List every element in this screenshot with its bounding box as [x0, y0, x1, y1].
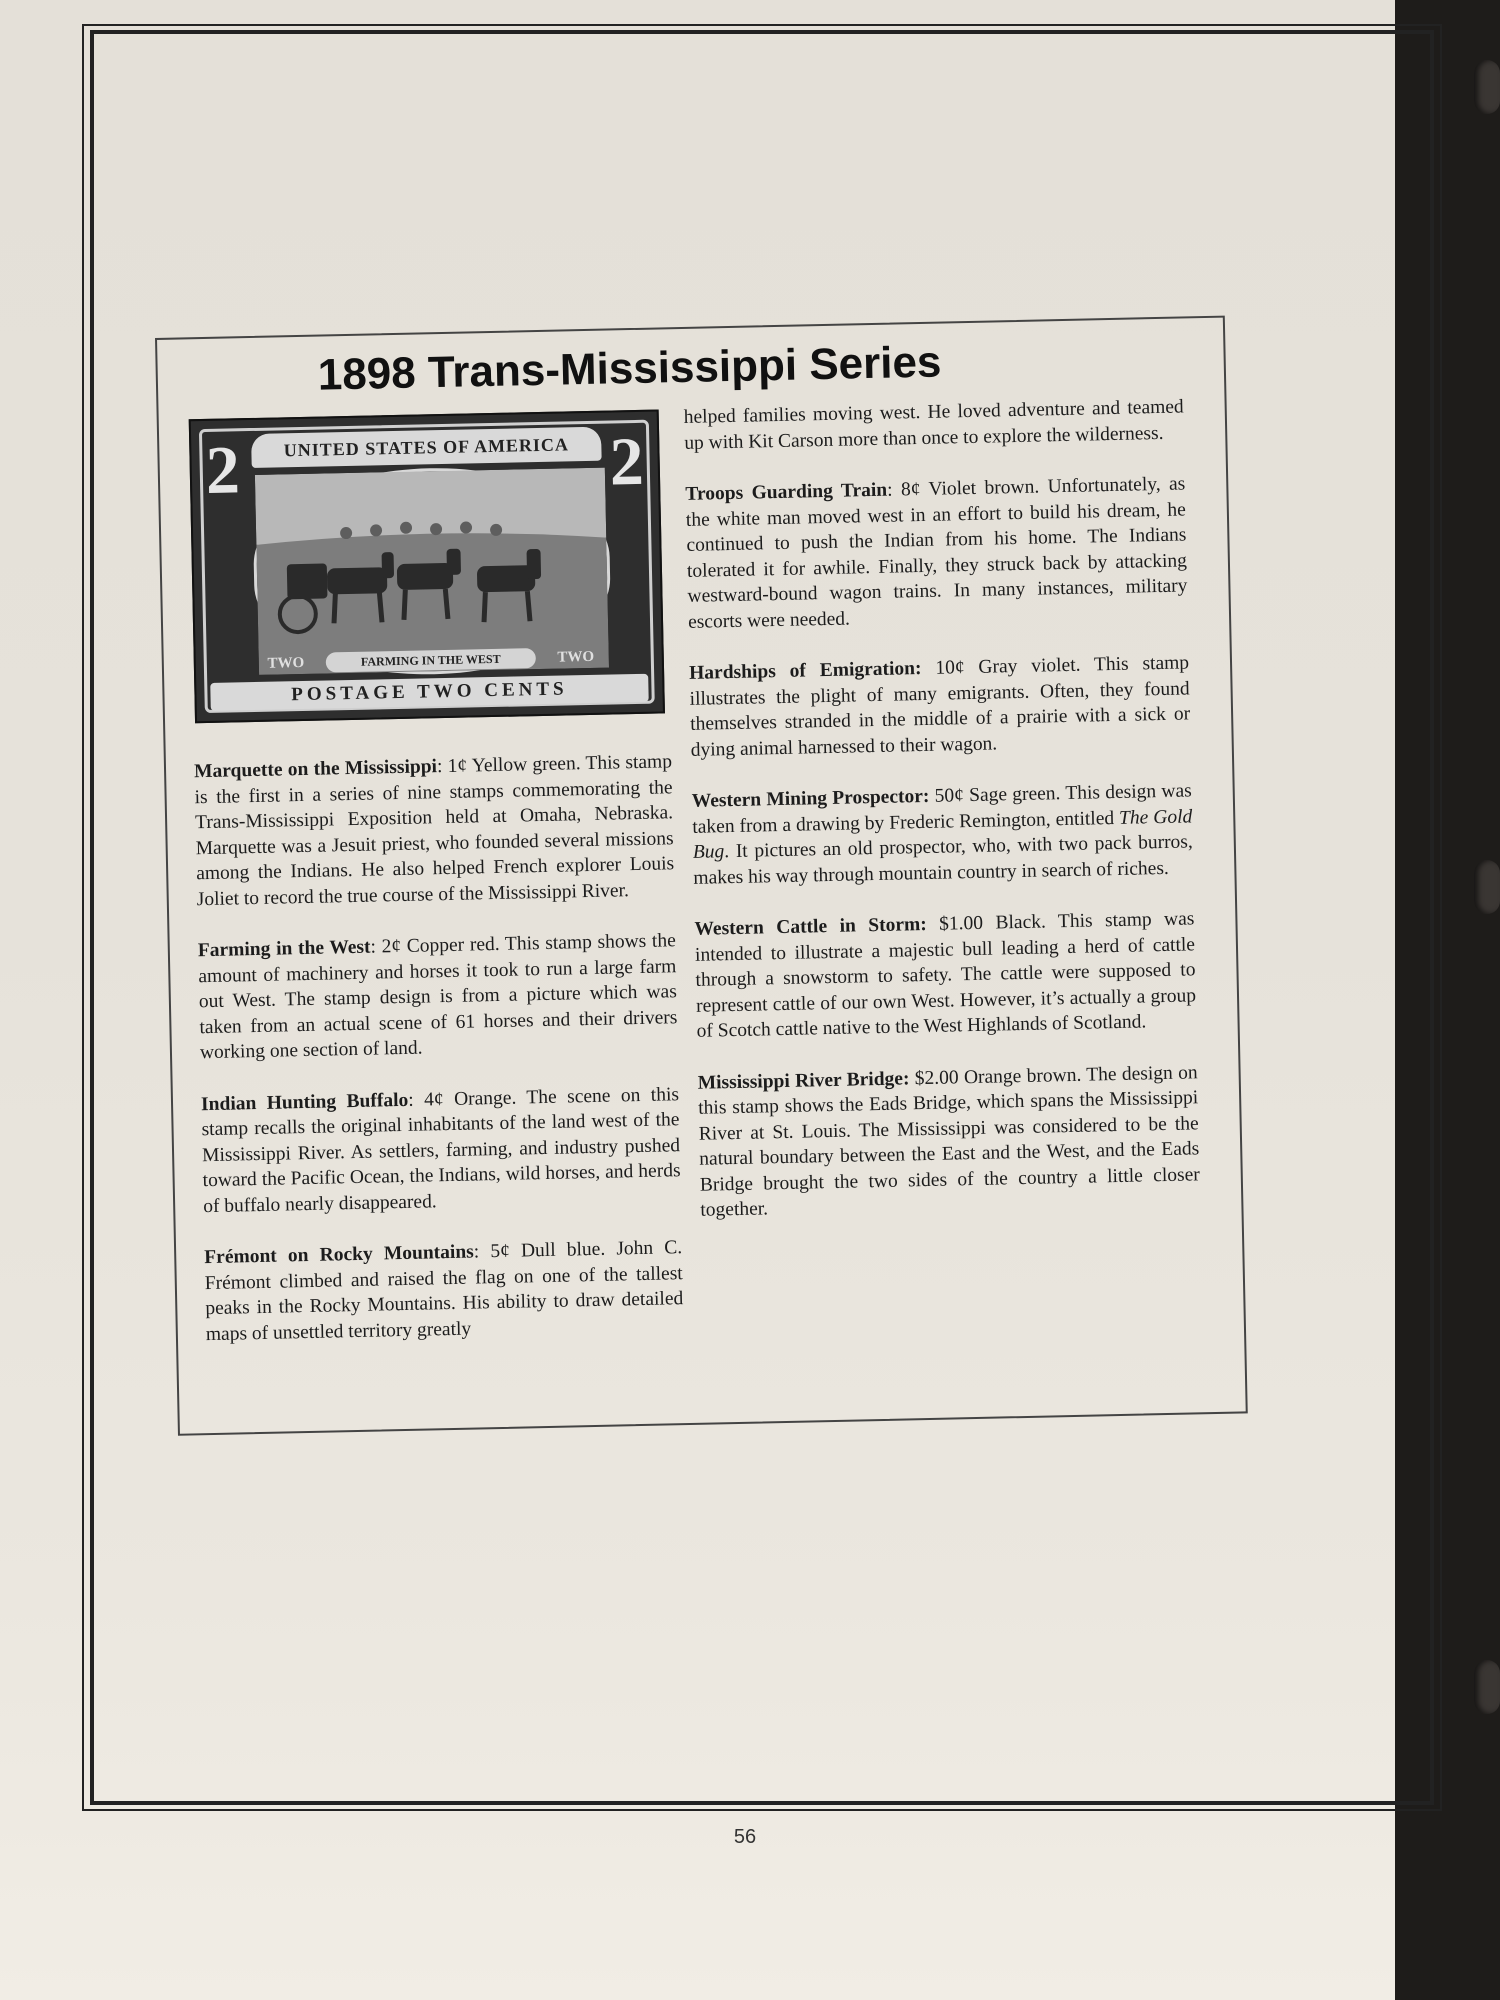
stamp-image [189, 409, 665, 723]
entry-text: 50¢ Sage green. This design was taken from a drawing by Frederic Remington, entitled [692, 780, 1192, 838]
stamp-entry [204, 1235, 684, 1347]
stamp-side-word-left: TWO [267, 654, 305, 672]
page-number: 56 [733, 1826, 757, 1848]
entry-text: 8¢ Violet brown. Unfortunately, as the white man moved west in an effort to build his dream, he continued to push the Indian from his home. The Indians tolerated it for awhile. Finally, they struck back by attacking westward-bound wagon trains. In many instances, military escorts were needed. [685, 473, 1188, 633]
entry-heading: Western Mining Prospector: [691, 785, 930, 812]
entry-separator: : [473, 1241, 480, 1263]
stamp-caption: FARMING IN THE WEST [326, 648, 536, 672]
entry-text: $1.00 Black. This stamp was intended to illustrate a majestic bull leading a herd of cattle through a snowstorm to safety. The cattle were supposed to represent cattle of our own West. However, it’s actually a group of Scotch cattle native to the West Highlands of Scotland. [694, 908, 1197, 1042]
entry-separator: : [886, 479, 893, 501]
farming-scene-icon [255, 468, 609, 675]
entry-heading: Farming in the West [197, 936, 371, 962]
entry-heading: Troops Guarding Train [685, 479, 888, 505]
stamp-entry [198, 928, 679, 1065]
entry-text: 2¢ Copper red. This stamp shows the amount of machinery and horses it took to run a large farm out West. The stamp design is from a picture which was taken from an actual scene of 61 horses and their drivers working one section of land. [198, 930, 678, 1064]
entry-text: 5¢ Dull blue. John C. Frémont climbed and raised the flag on one of the tallest peaks in the Rocky Mountains. His ability to draw detailed maps of unsettled territory greatly [204, 1237, 684, 1345]
entry-text: 1¢ Yellow green. This stamp is the first in a series of nine stamps commemorating the Trans-Mississippi Exposition held at Omaha, Nebraska. Marquette was a Jesuit priest, who founded several missions among the Indians. He also helped French explorer Louis Joliet to record the true course of the Mississippi River. [194, 751, 675, 910]
stamp-entry [694, 906, 1197, 1044]
binder-ring-hole [1474, 860, 1500, 914]
stamp-entry [697, 1060, 1200, 1223]
entry-text: 4¢ Orange. The scene on this stamp recalls the original inhabitants of the land west of the Mississippi River. As settlers, farming, and industry pushed toward the Pacific Ocean, the Indians, wild horses, and herds of buffalo nearly disappeared. [201, 1083, 681, 1217]
entry-continuation: helped families moving west. He loved adventure and teamed up with Kit Carson more than once to explore the wilderness. [683, 396, 1184, 454]
stamp-numeral-right: 2 [608, 422, 645, 500]
content-box [155, 316, 1248, 1436]
stamp-entry [194, 749, 675, 912]
entry-heading: Western Cattle in Storm: [694, 913, 927, 940]
stamp-entry [201, 1082, 682, 1219]
entry-heading: Mississippi River Bridge: [697, 1067, 910, 1094]
entry-heading: Frémont on Rocky Mountains [204, 1241, 475, 1269]
entry-heading: Hardships of Emigration: [688, 658, 922, 684]
stamp-bottom-text: POSTAGE TWO CENTS [210, 674, 648, 711]
stamp-entry [689, 650, 1191, 762]
entry-italic-title: The Gold Bug [692, 805, 1193, 863]
entry-text: 10¢ Gray violet. This stamp illustrates the plight of many emigrants. Often, they found themselves stranded in the middle of a prairie with a sick or dying animal harnessed to their wagon. [689, 652, 1191, 761]
binder-ring-hole [1474, 1660, 1500, 1714]
entry-separator: : [370, 936, 377, 958]
entry-text: $2.00 Orange brown. The design on this stamp shows the Eads Bridge, which spans the Mississippi River at St. Louis. The Mississippi was considered to be the natural boundary between the East and the West, and the Eads Bridge brought the two sides of the country a little closer together. [698, 1061, 1200, 1221]
stamp-vignette [252, 465, 612, 678]
stamp-entry [692, 778, 1194, 890]
entry-heading: Indian Hunting Buffalo [200, 1089, 409, 1115]
page-title: 1898 Trans-Mississippi Series [317, 337, 942, 400]
entry-separator: : [408, 1089, 414, 1111]
binder-ring-hole [1474, 60, 1500, 114]
stamp-side-word-right: TWO [557, 648, 595, 666]
stamp-entry [685, 471, 1188, 634]
stamp-numeral-left: 2 [204, 431, 241, 508]
left-column [194, 749, 685, 1373]
entry-text: . It pictures an old prospector, who, with two pack burros, makes his way through mountain country in search of riches. [693, 831, 1193, 889]
entry-heading: Marquette on the Mississippi [193, 756, 438, 783]
stamp-top-text: UNITED STATES OF AMERICA [251, 427, 602, 468]
entry-separator: : [436, 756, 443, 778]
right-column [684, 394, 1202, 1249]
